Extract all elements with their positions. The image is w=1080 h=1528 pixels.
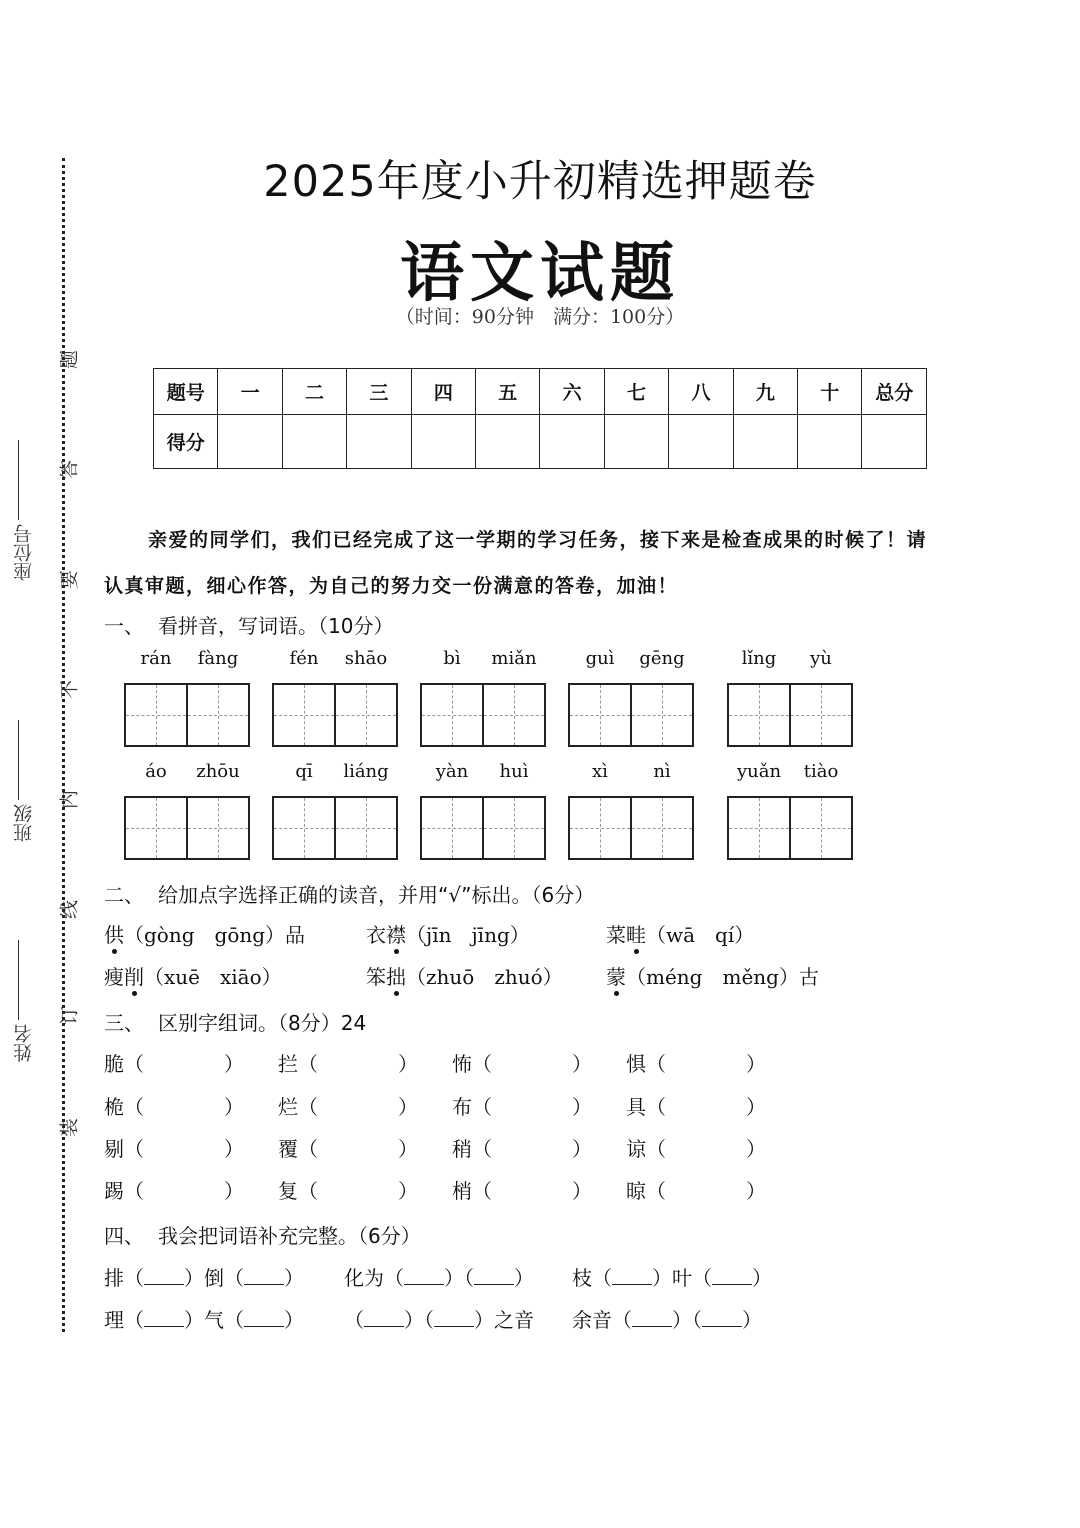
idiom-item[interactable]: （ ）（ ）之音	[344, 1308, 534, 1332]
pinyin-label: guì gēng	[585, 648, 685, 669]
class-field-label: 班级	[10, 720, 37, 842]
pinyin-label: xì nì	[592, 761, 671, 782]
subject-title: 语文试题	[400, 237, 680, 311]
score-table-score-row	[154, 415, 927, 469]
word-group-item[interactable]: 桅（ ）	[104, 1095, 244, 1119]
word-group-item[interactable]: 拦（ ）	[278, 1052, 418, 1076]
word-group-row	[104, 1091, 804, 1121]
score-header-cell: 九	[733, 369, 797, 415]
score-cell[interactable]	[347, 415, 411, 469]
section-4-heading	[104, 1220, 421, 1249]
score-row-label: 得分	[154, 415, 218, 469]
idiom-item[interactable]: 理（ ）气（ ）	[104, 1308, 304, 1332]
score-header-cell: 总分	[862, 369, 927, 415]
score-header-cell: 四	[411, 369, 475, 415]
score-table-header-row	[154, 369, 927, 415]
pronunciation-item[interactable]: 蒙（méng měng）古	[606, 965, 819, 989]
score-cell[interactable]	[282, 415, 346, 469]
score-header-cell: 八	[669, 369, 733, 415]
score-cell[interactable]	[604, 415, 668, 469]
score-cell[interactable]	[476, 415, 540, 469]
score-header-cell: 七	[604, 369, 668, 415]
score-header-cell: 题号	[154, 369, 218, 415]
pronunciation-item[interactable]: 衣襟（jīn jīng）	[366, 923, 530, 947]
name-field-label: 姓名	[10, 940, 37, 1062]
idiom-completion-row	[104, 1304, 824, 1334]
pinyin-label: bì miǎn	[443, 648, 537, 669]
exam-meta: （时间：90分钟 满分：100分）	[395, 306, 685, 328]
word-group-item[interactable]: 怖（ ）	[452, 1052, 592, 1076]
pronunciation-row	[104, 961, 1004, 991]
seat-field-label: 座位号	[10, 440, 37, 581]
word-group-item[interactable]: 谅（ ）	[626, 1137, 766, 1161]
score-cell[interactable]	[218, 415, 282, 469]
score-cell[interactable]	[411, 415, 475, 469]
pronunciation-row	[104, 919, 1004, 949]
pinyin-label: áo zhōu	[145, 761, 240, 782]
section-number: 二、	[104, 883, 144, 907]
word-group-item[interactable]: 脆（ ）	[104, 1052, 244, 1076]
intro-text-line-1: 亲爱的同学们，我们已经完成了这一学期的学习任务，接下来是检查成果的时候了！请	[148, 529, 928, 551]
writing-grid[interactable]	[124, 796, 250, 860]
pronunciation-item[interactable]: 供（gòng gōng）品	[104, 923, 306, 947]
word-group-item[interactable]: 具（ ）	[626, 1095, 766, 1119]
word-group-row	[104, 1133, 804, 1163]
pinyin-label: qī liáng	[295, 761, 389, 782]
margin-char: 答	[58, 460, 81, 480]
margin-char: 不	[58, 680, 81, 700]
margin-char: 要	[58, 570, 81, 590]
binding-dotted-line	[62, 158, 65, 1332]
word-group-item[interactable]: 梢（ ）	[452, 1179, 592, 1203]
score-header-cell: 一	[218, 369, 282, 415]
writing-grid[interactable]	[568, 796, 694, 860]
score-cell[interactable]	[733, 415, 797, 469]
word-group-item[interactable]: 烂（ ）	[278, 1095, 418, 1119]
pinyin-label: lǐng yù	[741, 648, 832, 669]
pinyin-label: rán fàng	[140, 648, 239, 669]
intro-text-line-2: 认真审题，细心作答，为自己的努力交一份满意的答卷，加油！	[104, 575, 679, 597]
word-group-item[interactable]: 踢（ ）	[104, 1179, 244, 1203]
score-header-cell: 十	[798, 369, 862, 415]
writing-grid[interactable]	[420, 683, 546, 747]
word-group-item[interactable]: 剔（ ）	[104, 1137, 244, 1161]
word-group-item[interactable]: 复（ ）	[278, 1179, 418, 1203]
writing-grid[interactable]	[727, 796, 853, 860]
score-cell[interactable]	[540, 415, 604, 469]
section-1-heading	[104, 610, 393, 639]
section-title: 看拼音，写词语。（10分）	[158, 614, 394, 638]
section-title: 给加点字选择正确的读音，并用“√”标出。（6分）	[158, 883, 595, 907]
section-2-heading	[104, 879, 594, 908]
writing-grid[interactable]	[124, 683, 250, 747]
score-cell[interactable]	[669, 415, 733, 469]
score-header-cell: 六	[540, 369, 604, 415]
score-cell[interactable]	[798, 415, 862, 469]
section-3-heading	[104, 1007, 366, 1036]
idiom-item[interactable]: 排（ ）倒（ ）	[104, 1266, 304, 1290]
writing-grid[interactable]	[272, 683, 398, 747]
section-number: 四、	[104, 1224, 144, 1248]
section-title: 我会把词语补充完整。（6分）	[158, 1224, 421, 1248]
writing-grid[interactable]	[272, 796, 398, 860]
pinyin-label: yàn huì	[435, 761, 529, 782]
word-group-row	[104, 1175, 804, 1205]
pronunciation-item[interactable]: 菜畦（wā qí）	[606, 923, 755, 947]
idiom-completion-row	[104, 1262, 824, 1292]
margin-char: 题	[58, 350, 81, 370]
score-header-cell: 五	[476, 369, 540, 415]
idiom-item[interactable]: 枝（ ）叶（ ）	[572, 1266, 772, 1290]
margin-char: 内	[58, 790, 81, 810]
score-header-cell: 三	[347, 369, 411, 415]
margin-char: 线	[58, 900, 81, 920]
pinyin-label: fén shāo	[289, 648, 388, 669]
score-cell[interactable]	[862, 415, 927, 469]
score-table	[153, 368, 927, 469]
word-group-item[interactable]: 稍（ ）	[452, 1137, 592, 1161]
pronunciation-item[interactable]: 瘦削（xuē xiāo）	[104, 965, 282, 989]
idiom-item[interactable]: 化为（ ）（ ）	[344, 1266, 534, 1290]
margin-char: 装	[58, 1118, 81, 1138]
section-number: 一、	[104, 614, 144, 638]
word-group-item[interactable]: 晾（ ）	[626, 1179, 766, 1203]
score-header-cell: 二	[282, 369, 346, 415]
pinyin-label: yuǎn tiào	[736, 761, 839, 782]
word-group-item[interactable]: 覆（ ）	[278, 1137, 418, 1161]
section-number: 三、	[104, 1011, 144, 1035]
idiom-item[interactable]: 余音（ ）（ ）	[572, 1308, 762, 1332]
writing-grid[interactable]	[420, 796, 546, 860]
writing-grid[interactable]	[568, 683, 694, 747]
word-group-item[interactable]: 惧（ ）	[626, 1052, 766, 1076]
word-group-row	[104, 1048, 804, 1078]
section-title: 区别字组词。（8分）24	[158, 1011, 367, 1035]
exam-title: 2025年度小升初精选押题卷	[263, 157, 817, 207]
writing-grid[interactable]	[727, 683, 853, 747]
pronunciation-item[interactable]: 笨拙（zhuō zhuó）	[366, 965, 563, 989]
margin-char: 订	[58, 1006, 81, 1026]
word-group-item[interactable]: 布（ ）	[452, 1095, 592, 1119]
